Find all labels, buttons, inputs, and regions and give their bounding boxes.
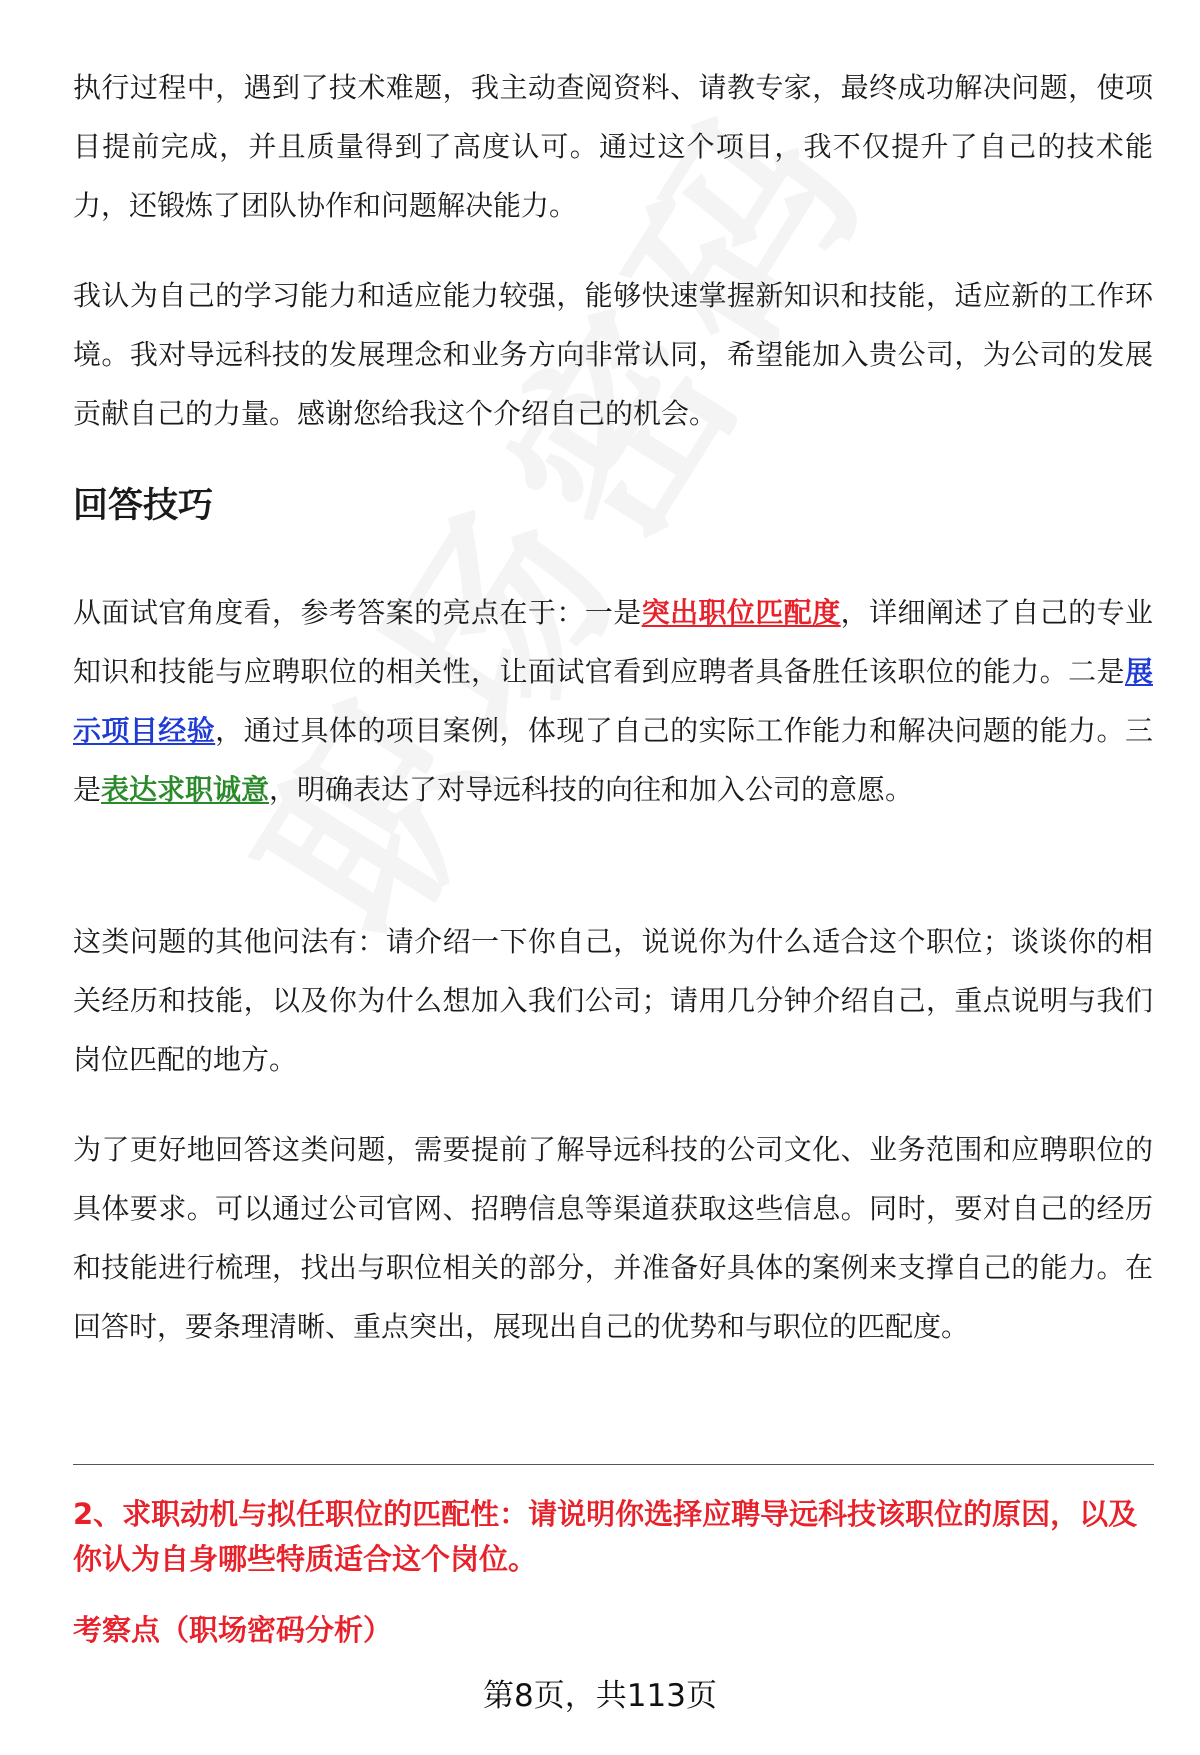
highlight-sincerity: 表达求职诚意 [101, 773, 270, 806]
paragraph-project-experience: 执行过程中，遇到了技术难题，我主动查阅资料、请教专家，最终成功解决问题，使项目提前完成，并且质量得到了高度认可。通过这个项目，我不仅提升了自己的技术能力，还锻炼了团队协作和问题解决能力。 [73, 71, 1153, 222]
text-segment: ，明确表达了对导远科技的向往和加入公司的意愿。 [269, 773, 914, 806]
question-2-title: 2、求职动机与拟任职位的匹配性：请说明你选择应聘导远科技该职位的原因，以及你认为自身哪些特质适合这个岗位。 [73, 1497, 1138, 1576]
highlight-project-experience: 展示项目经验 [73, 655, 1153, 747]
paragraph-preparation-advice: 为了更好地回答这类问题，需要提前了解导远科技的公司文化、业务范围和应聘职位的具体要求。可以通过公司官网、招聘信息等渠道获取这些信息。同时，要对自己的经历和技能进行梳理，找出与职位相关的部分，并准备好具体的案例来支撑自己的能力。在回答时，要条理清晰、重点突出，展现出自己的优势和与职位的匹配度。 [73, 1133, 1153, 1343]
section-heading-answer-tips: 回答技巧 [73, 486, 214, 526]
section-divider [73, 1464, 1154, 1465]
page-number: 第8页，共113页 [483, 1678, 717, 1714]
assessment-point-heading: 考察点（职场密码分析） [73, 1613, 393, 1647]
paragraph-answer-highlights [73, 583, 1153, 819]
text-segment: ，通过具体的项目案例，体现了自己的实际工作能力和解决问题的能力。三是 [73, 714, 1153, 806]
text-segment: ，详细阐述了自己的专业知识和技能与应聘职位的相关性，让面试官看到应聘者具备胜任该职位的能力。二是 [73, 596, 1153, 688]
paragraph-alternative-questions: 这类问题的其他问法有：请介绍一下你自己，说说你为什么适合这个职位；谈谈你的相关经历和技能，以及你为什么想加入我们公司；请用几分钟介绍自己，重点说明与我们岗位匹配的地方。 [73, 925, 1153, 1076]
text-segment: 从面试官角度看，参考答案的亮点在于：一是 [73, 596, 642, 629]
highlight-job-match: 突出职位匹配度 [641, 596, 841, 629]
paragraph-self-assessment: 我认为自己的学习能力和适应能力较强，能够快速掌握新知识和技能，适应新的工作环境。我对导远科技的发展理念和业务方向非常认同，希望能加入贵公司，为公司的发展贡献自己的力量。感谢您给我这个介绍自己的机会。 [73, 279, 1153, 430]
